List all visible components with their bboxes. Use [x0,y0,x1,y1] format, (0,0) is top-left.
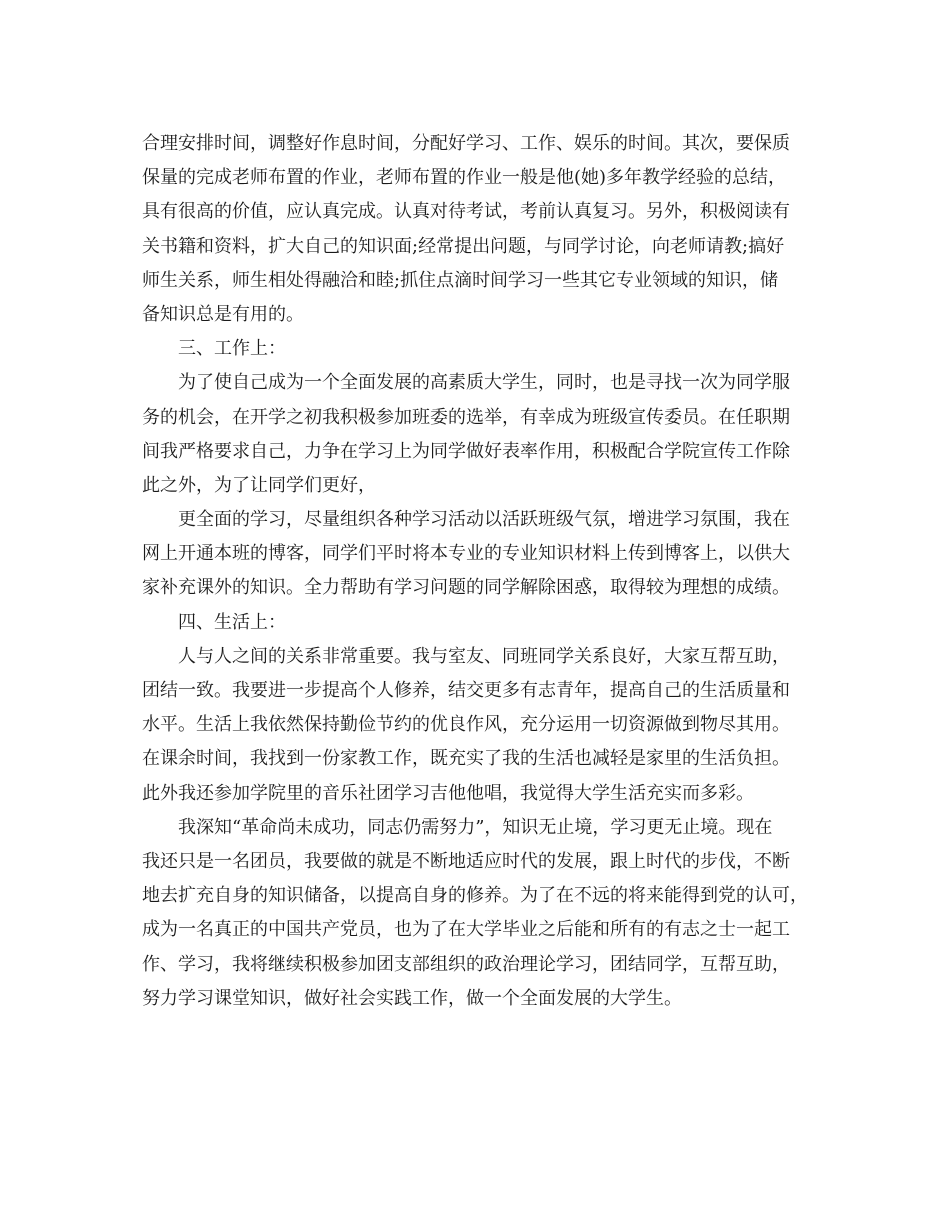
text-line: 团结一致。我要进一步提高个人修养，结交更多有志青年，提高自己的生活质量和 [142,680,790,701]
text-line: 在课余时间，我找到一份家教工作，既充实了我的生活也减轻是家里的生活负担。 [142,748,790,770]
text-line: 努力学习课堂知识，做好社会实践工作，做一个全面发展的大学生。 [142,987,682,1009]
text-line: 地去扩充自身的知识储备，以提高自身的修养。为了在不远的将来能得到党的认可， [142,885,808,907]
text-line: 我深知“革命尚未成功，同志仍需努力”，知识无止境，学习更无止境。现在 [178,816,773,838]
text-line: 保量的完成老师布置的作业，老师布置的作业一般是他(她)多年教学经验的总结， [142,167,787,189]
text-line: 家补充课外的知识。全力帮助有学习问题的同学解除困惑，取得较为理想的成绩。 [142,577,790,599]
text-line: 作、学习，我将继续积极参加团支部组织的政治理论学习，团结同学，互帮互助， [142,953,790,975]
document-body [142,127,832,1016]
text-line: 人与人之间的关系非常重要。我与室友、同班同学关系良好，大家互帮互助， [178,645,790,667]
text-line: 为了使自己成为一个全面发展的高素质大学生，同时，也是寻找一次为同学服 [178,372,790,394]
text-line: 合理安排时间，调整好作息时间，分配好学习、工作、娱乐的时间。其次，要保质 [142,133,790,154]
text-line: 师生关系，师生相处得融洽和睦;抓住点滴时间学习一些其它专业领域的知识，储 [142,269,779,291]
text-line: 务的机会，在开学之初我积极参加班委的选举，有幸成为班级宣传委员。在任职期 [142,406,790,428]
text-line: 间我严格要求自己，力争在学习上为同学做好表率作用，积极配合学院宣传工作除 [142,440,790,462]
text-line: 更全面的学习，尽量组织各种学习活动以活跃班级气氛，增进学习氛围，我在 [178,509,790,531]
text-line: 具有很高的价值，应认真完成。认真对待考试，考前认真复习。另外，积极阅读有 [142,201,790,223]
text-line: 关书籍和资料，扩大自己的知识面;经常提出问题，与同学讨论，向老师请教;搞好 [142,235,785,257]
text-line: 我还只是一名团员，我要做的就是不断地适应时代的发展，跟上时代的步伐，不断 [142,850,790,872]
text-line: 三、工作上： [178,338,286,360]
text-line: 此外我还参加学院里的音乐社团学习吉他他唱，我觉得大学生活充实而多彩。 [142,782,754,804]
text-line: 网上开通本班的博客，同学们平时将本专业的专业知识材料上传到博客上，以供大 [142,543,790,565]
text-line: 此之外，为了让同学们更好， [142,474,376,496]
text-line: 四、生活上： [178,611,286,633]
text-line: 成为一名真正的中国共产党员，也为了在大学毕业之后能和所有的有志之士一起工 [142,919,790,941]
text-line: 水平。生活上我依然保持勤俭节约的优良作风，充分运用一切资源做到物尽其用。 [142,714,790,736]
text-line: 备知识总是有用的。 [142,303,304,325]
